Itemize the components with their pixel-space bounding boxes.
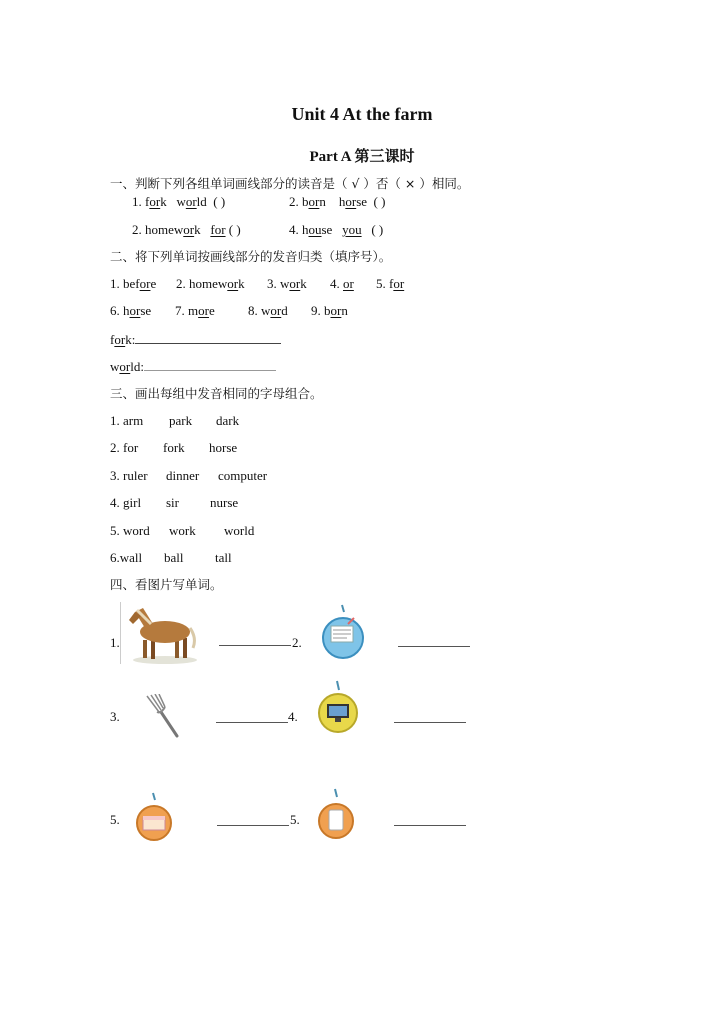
homework-ornament-picture [320, 604, 366, 660]
s3-row-5: 5. word [110, 523, 150, 538]
pic-label-1: 1. [110, 635, 120, 650]
page-title: Unit 4 At the farm [291, 104, 433, 124]
s3-word: horse [209, 440, 238, 455]
answer-paren[interactable]: ( ) [373, 194, 386, 209]
s3-word: tall [215, 550, 232, 565]
s3-row-4: 4. girl [110, 495, 142, 510]
horse-picture [120, 602, 201, 664]
s1-q2: 2. born horse ( ) [289, 194, 386, 209]
section3-heading: 三、画出每组中发音相同的字母组合。 [110, 386, 323, 401]
s3-word: park [169, 413, 193, 428]
s3-row-6: 6.wall [110, 550, 143, 565]
s2-category-world: world: [110, 357, 276, 376]
page-subtitle: Part A 第三课时 [309, 149, 415, 165]
s2-word-5: 5. for [376, 276, 405, 291]
s3-row-2: 2. for [110, 440, 139, 455]
s3-word: computer [218, 468, 268, 483]
milk-ornament-picture [317, 788, 355, 840]
answer-blank-2[interactable] [398, 646, 470, 647]
s2-word-1: 1. before [110, 276, 157, 291]
s2-word-3: 3. work [267, 276, 307, 291]
answer-paren[interactable]: ( ) [228, 222, 241, 237]
computer-ornament-picture [317, 680, 359, 734]
s2-word-4: 4. or [330, 276, 354, 291]
s2-word-2: 2. homework [176, 276, 245, 291]
fork-picture [145, 694, 181, 740]
s3-word: ball [164, 550, 184, 565]
pic-label-6: 5. [290, 812, 300, 827]
pic-label-2: 2. [292, 635, 302, 650]
s3-row-1: 1. arm [110, 413, 144, 428]
s2-word-8: 8. word [248, 303, 288, 318]
section2-heading: 二、将下列单词按画线部分的发音归类（填序号）。 [110, 249, 392, 264]
answer-paren[interactable]: ( ) [371, 222, 384, 237]
s2-word-9: 9. born [311, 303, 348, 318]
answer-blank-6[interactable] [394, 825, 466, 826]
s3-word: dark [216, 413, 240, 428]
pic-label-5: 5. [110, 812, 120, 827]
s2-word-7: 7. more [175, 303, 215, 318]
section4-heading: 四、看图片写单词。 [110, 577, 223, 592]
answer-blank-1[interactable] [219, 645, 291, 646]
s1-q4: 4. house you ( ) [289, 222, 384, 237]
answer-paren[interactable]: ( ) [213, 194, 226, 209]
pic-label-4: 4. [288, 709, 298, 724]
s3-word: nurse [210, 495, 239, 510]
s1-q1: 1. fork world ( ) [132, 194, 226, 209]
answer-blank-4[interactable] [394, 722, 466, 723]
s1-q3: 2. homework for ( ) [132, 222, 241, 237]
s3-word: work [169, 523, 196, 538]
answer-blank-5[interactable] [217, 825, 289, 826]
answer-blank-3[interactable] [216, 722, 288, 723]
s3-word: sir [166, 495, 179, 510]
s2-word-6: 6. horse [110, 303, 152, 318]
cake-ornament-picture [135, 792, 173, 842]
s3-word: fork [163, 440, 185, 455]
section1-heading: 一、判断下列各组单词画线部分的读音是（ √ ）否（ × ）相同。 [110, 176, 470, 191]
s3-word: dinner [166, 468, 200, 483]
answer-blank[interactable] [135, 330, 281, 344]
s3-word: world [224, 523, 255, 538]
s3-row-3: 3. ruler [110, 468, 148, 483]
answer-blank[interactable] [144, 357, 276, 371]
s2-category-fork: fork: [110, 330, 281, 349]
pic-label-3: 3. [110, 709, 120, 724]
